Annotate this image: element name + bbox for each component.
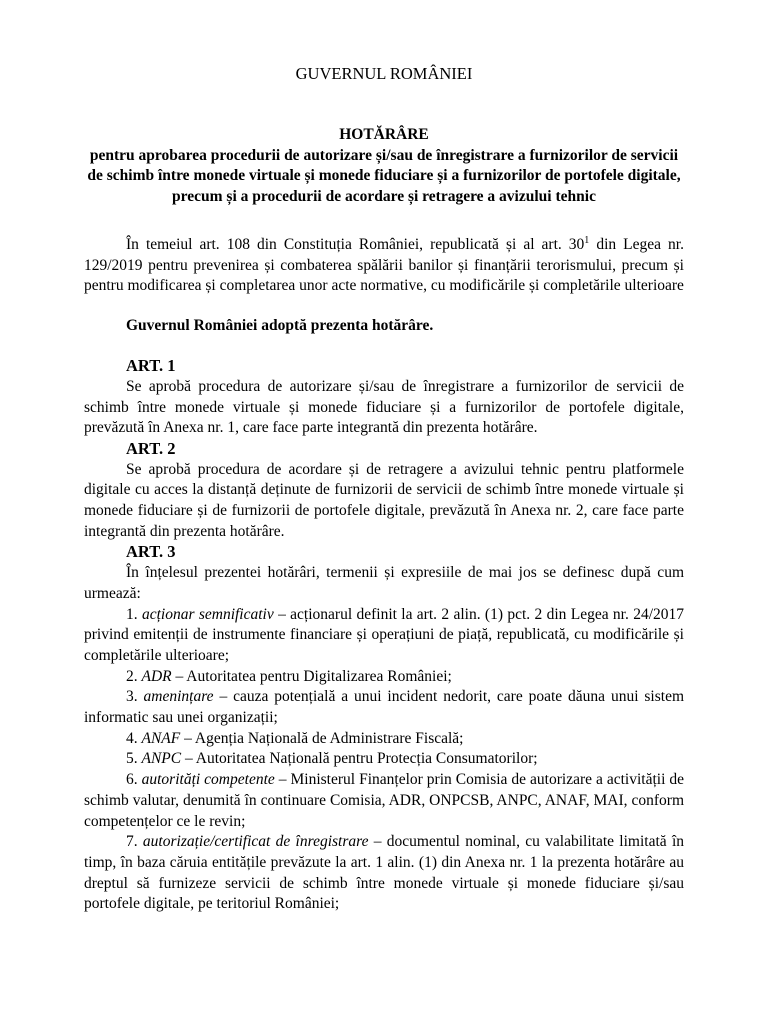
issuer-title: GUVERNUL ROMÂNIEI bbox=[295, 64, 473, 83]
definition-term: acționar semnificativ bbox=[141, 605, 274, 623]
document-type-heading: HOTĂRÂRE bbox=[339, 126, 429, 143]
definition-number: 1. bbox=[126, 605, 138, 623]
article-3-title: ART. 3 bbox=[126, 542, 176, 562]
definition-number: 7. bbox=[126, 833, 138, 851]
definition-number: 4. bbox=[126, 729, 138, 747]
article-3-intro: În înțelesul prezentei hotărâri, termenii și expresiile de mai jos se definesc după cum urmează: bbox=[84, 564, 684, 602]
definition-term: ANAF bbox=[141, 729, 181, 747]
article-superscript: 1 bbox=[584, 234, 590, 246]
definition-term: autorități competente bbox=[141, 771, 275, 789]
definition-item bbox=[84, 832, 684, 915]
article-2-text: Se aprobă procedura de acordare și de retragere a avizului tehnic pentru platformele digitale cu acces la distanță deținute de furnizorii de servicii de schimb între monede virtuale și monede fiduciare și de furnizorii de portofele digitale, prevăzută în Anexa nr. 2, care face parte integrantă din prezenta hotărâre. bbox=[84, 460, 684, 540]
definition-text: – Ministerul Finanțelor prin Comisia de autorizare a activității de schimb valutar, denumită în continuare Comisia, ADR, ONPCSB, ANPC, ANAF, MAI, conform competențelor ce le revin; bbox=[84, 771, 685, 830]
preamble-text-end: din Legea nr. 129/2019 pentru prevenirea și combaterea spălării banilor și finanțării terorismului, precum și pentru modificarea și completarea unor acte normative, cu modificările și completările ulterioare bbox=[84, 235, 684, 295]
preamble-text-start: În temeiul art. 108 din Constituția României, republicată și al art. 30 bbox=[126, 235, 585, 253]
definition-text: – acționarul definit la art. 2 alin. (1) pct. 2 din Legea nr. 24/2017 privind emitenții de instrumente financiare și operațiuni de piață, republicată, cu modificările și completările ulterioare; bbox=[84, 605, 685, 664]
definition-text: – Autoritatea Națională pentru Protecția Consumatorilor; bbox=[185, 750, 538, 768]
definition-item bbox=[84, 687, 684, 728]
definition-term: ANPC bbox=[141, 750, 182, 768]
definition-text: – cauza potențială a unui incident nedorit, care poate dăuna unui sistem informatic sau unei organizații; bbox=[84, 688, 685, 727]
definition-text: – Agenția Națională de Administrare Fiscală; bbox=[184, 729, 464, 747]
definition-number: 5. bbox=[126, 750, 138, 768]
definition-item bbox=[84, 605, 684, 667]
definition-term: amenințare bbox=[143, 688, 214, 706]
definition-text: – documentul nominal, cu valabilitate limitată în timp, în baza căruia entitățile prevăzute la art. 1 alin. (1) din Anexa nr. 1 la prezenta hotărâre au dreptul să furnizeze servicii de schimb între monede virtuale și monede fiduciare și/sau portofele digitale, pe teritoriul României; bbox=[84, 833, 685, 913]
document-body bbox=[84, 64, 684, 915]
definition-item bbox=[84, 770, 684, 832]
definition-number: 2. bbox=[126, 667, 138, 685]
article-2-title: ART. 2 bbox=[126, 438, 176, 458]
article-1-title: ART. 1 bbox=[126, 356, 176, 376]
definition-item bbox=[84, 729, 684, 750]
preamble-paragraph bbox=[84, 235, 684, 297]
definition-item bbox=[84, 667, 684, 688]
definition-number: 6. bbox=[126, 771, 138, 789]
definition-item bbox=[84, 749, 684, 770]
adoption-statement: Guvernul României adoptă prezenta hotărâre. bbox=[126, 317, 434, 335]
definition-term: ADR bbox=[141, 667, 172, 685]
definition-text: – Autoritatea pentru Digitalizarea României; bbox=[175, 667, 452, 685]
article-1-text: Se aprobă procedura de autorizare și/sau de înregistrare a furnizorilor de servicii de schimb între monede virtuale și monede fiduciare și a furnizorilor de portofele digitale, prevăzută în Anexa nr. 1, care face parte integrantă din prezenta hotărâre. bbox=[84, 377, 684, 437]
document-subject: pentru aprobarea procedurii de autorizare și/sau de înregistrare a furnizorilor de servicii de schimb între monede virtuale și monede fiduciare și a furnizorilor de portofele digitale, precum și a procedurii de acordare și retragere a avizului tehnic bbox=[87, 146, 681, 206]
definition-term: autorizație/certificat de înregistrare bbox=[142, 833, 369, 851]
definition-number: 3. bbox=[126, 688, 138, 706]
